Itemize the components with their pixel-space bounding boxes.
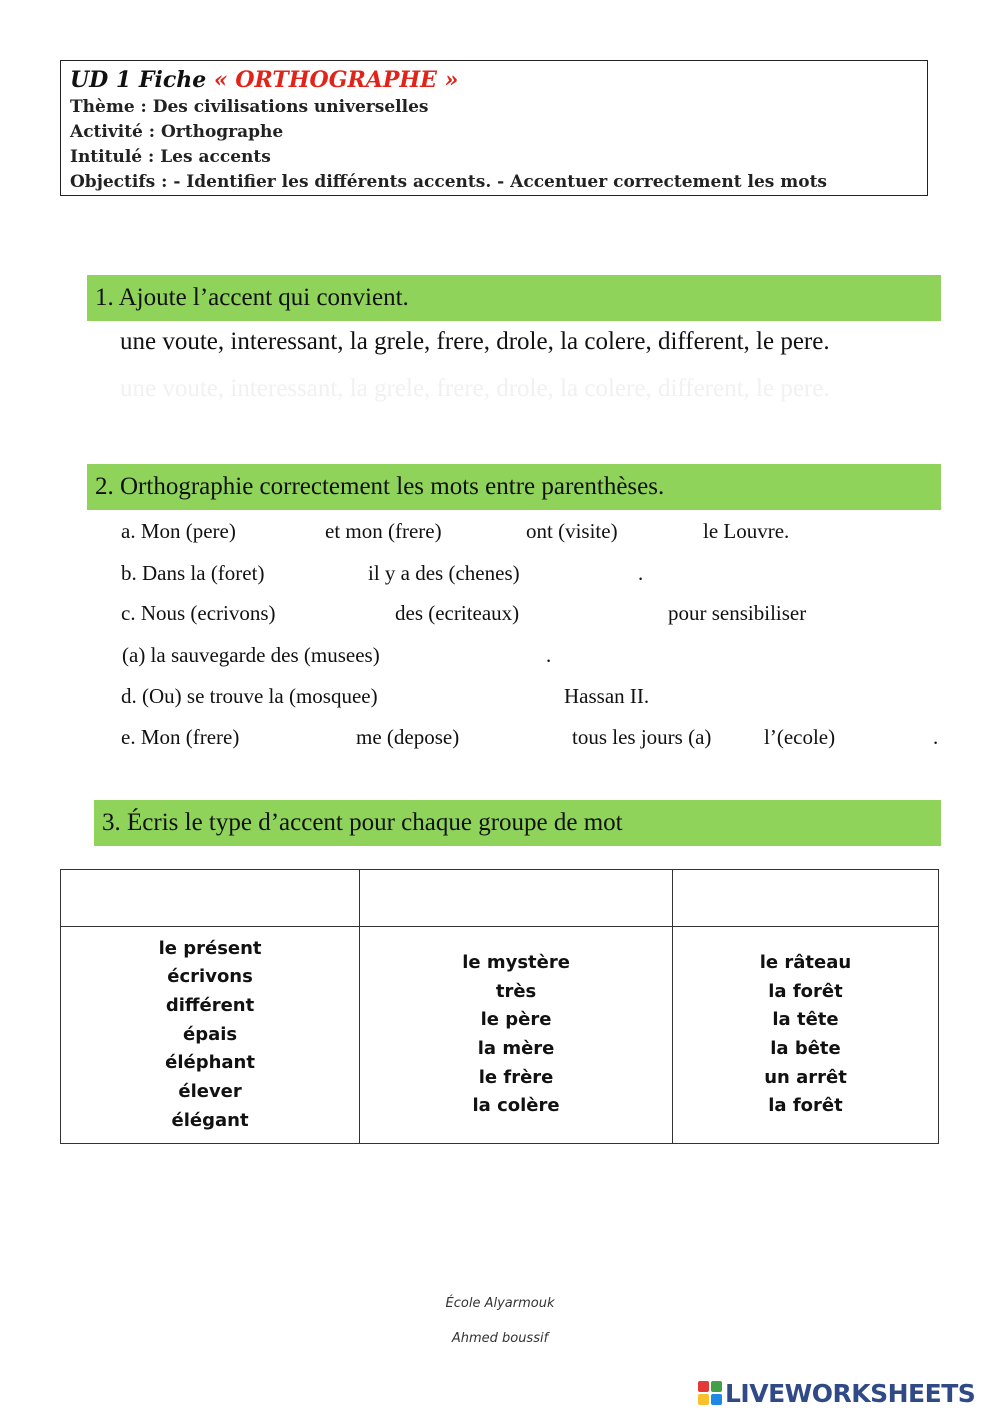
section1-sentence: une voute, interessant, la grele, frere, drole, la colere, different, le pere.	[120, 328, 830, 355]
line-a-part-3: ont (visite)	[526, 519, 618, 543]
exercise-line-c	[0, 598, 1000, 628]
header-intitule: Intitulé : Les accents	[70, 147, 271, 167]
line-e-part-2: me (depose)	[356, 725, 460, 749]
exercise-line-e	[0, 722, 1000, 752]
header-theme: Thème : Des civilisations universelles	[70, 97, 429, 117]
word: élever	[178, 1081, 242, 1103]
line-a-part-2: et mon (frere)	[325, 519, 442, 543]
word: très	[495, 980, 537, 1002]
exercise-line-c2	[0, 640, 1000, 670]
word: la colère	[472, 1095, 560, 1117]
word: le présent	[158, 937, 262, 959]
exercise-line-a	[0, 516, 1000, 546]
logo-square-4	[711, 1394, 722, 1405]
header-objectives: Objectifs : - Identifier les différents accents. - Accentuer correctement les mots	[70, 172, 828, 192]
line-c-part-2: des (ecriteaux)	[395, 601, 520, 625]
section3-heading: 3. Écris le type d’accent pour chaque groupe de mot	[102, 809, 623, 836]
word: la forêt	[768, 1095, 843, 1117]
line-a-part-1: a. Mon (pere)	[121, 519, 236, 543]
word-group-2	[360, 927, 673, 1144]
header-title	[70, 65, 918, 95]
word-group-3	[673, 927, 939, 1144]
section1-heading: 1. Ajoute l’accent qui convient.	[95, 284, 409, 311]
word: le mystère	[462, 951, 570, 973]
word: le père	[480, 1009, 552, 1031]
word: éléphant	[165, 1052, 255, 1074]
section1-heading-bar	[87, 275, 941, 321]
accent-type-input-3[interactable]	[673, 870, 939, 927]
logo-square-3	[698, 1394, 709, 1405]
brand-name: LIVEWORKSHEETS	[725, 1378, 976, 1408]
footer-author: Ahmed boussif	[451, 1331, 549, 1346]
word: la mère	[477, 1038, 555, 1059]
word-group-1	[61, 927, 360, 1144]
line-e-part-3: tous les jours (a)	[572, 725, 712, 749]
liveworksheets-brand[interactable]	[698, 1377, 975, 1409]
line-c-part-3: pour sensibiliser	[668, 601, 807, 625]
title-prefix: UD 1 Fiche	[70, 67, 214, 93]
logo-square-2	[711, 1381, 722, 1392]
word: le râteau	[759, 951, 852, 973]
word: un arrêt	[764, 1066, 847, 1088]
word: écrivons	[167, 966, 253, 988]
line-e-part-1: e. Mon (frere)	[121, 725, 240, 749]
footer-school: École Alyarmouk	[445, 1296, 555, 1311]
section3-heading-bar	[94, 800, 941, 846]
section1-answer-input[interactable]: une voute, interessant, la grele, frere, drole, la colere, different, le pere.	[120, 375, 830, 402]
header-activity: Activité : Orthographe	[70, 122, 284, 142]
header-box	[60, 60, 928, 196]
liveworksheets-logo-icon	[698, 1381, 722, 1405]
line-c2-part-2: .	[546, 643, 552, 667]
line-e-part-5: .	[933, 725, 939, 749]
line-d-part-2: Hassan II.	[564, 684, 650, 708]
section2-heading-bar	[87, 464, 941, 510]
word: épais	[183, 1023, 238, 1045]
accent-type-input-1[interactable]	[61, 870, 360, 927]
word: élégant	[171, 1109, 249, 1131]
line-b-part-3: .	[638, 561, 644, 585]
exercise-line-d	[0, 681, 1000, 711]
accent-type-input-2[interactable]	[360, 870, 673, 927]
table-header-row	[61, 870, 939, 927]
logo-square-1	[698, 1381, 709, 1392]
line-c2-part-1: (a) la sauvegarde des (musees)	[122, 643, 380, 667]
word: la tête	[772, 1009, 839, 1031]
line-e-part-4: l’(ecole)	[764, 725, 836, 749]
exercise-line-b	[0, 558, 1000, 588]
line-d-part-1: d. (Ou) se trouve la (mosquee)	[121, 684, 378, 708]
line-b-part-2: il y a des (chenes)	[368, 561, 520, 585]
accent-table	[60, 869, 939, 1144]
title-highlight: « ORTHOGRAPHE »	[213, 67, 459, 93]
word: la forêt	[768, 980, 843, 1002]
word: le frère	[478, 1066, 554, 1088]
line-b-part-1: b. Dans la (foret)	[121, 561, 265, 585]
section2-heading: 2. Orthographie correctement les mots entre parenthèses.	[95, 473, 665, 500]
word: la bête	[770, 1038, 841, 1059]
line-c-part-1: c. Nous (ecrivons)	[121, 601, 276, 625]
table-row	[61, 927, 939, 1144]
word: différent	[165, 994, 255, 1016]
line-a-part-4: le Louvre.	[703, 519, 790, 543]
